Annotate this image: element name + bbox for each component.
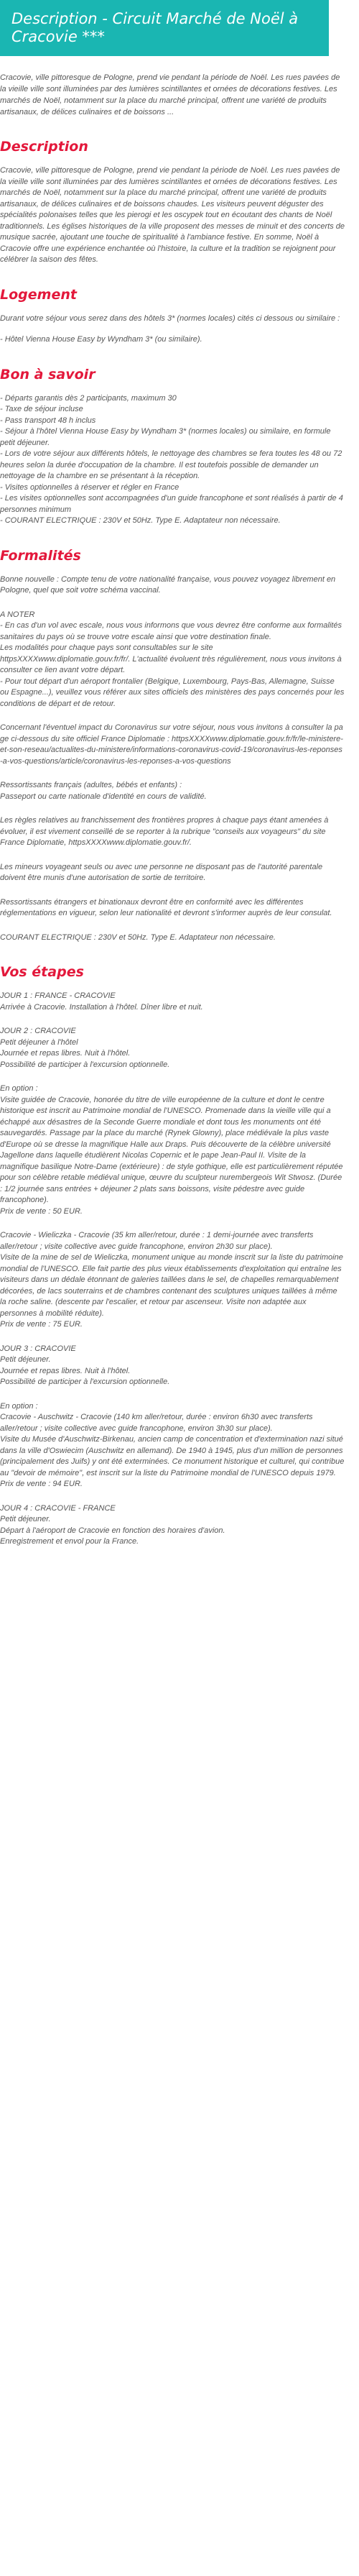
formalites-paragraph: Les mineurs voyageant seuls ou avec une personne ne disposant pas de l'autorité parentale doivent être munis d'une autorisation de sortie de territoire.: [0, 862, 323, 882]
logement-line: Durant votre séjour vous serez dans des hôtels 3* (normes locales) cités ci dessous ou similaire :: [0, 313, 340, 323]
formalites-paragraph: Ressortissants étrangers et binationaux devront être en conformité avec les différentes réglementations en vigueur, selon leur nationalité et devront s'informer auprès de leur consulat.: [0, 897, 332, 917]
section-logement: [0, 286, 345, 346]
description-banner: [0, 0, 329, 56]
description-text: Cracovie, ville pittoresque de Pologne, prend vie pendant la période de Noël. Les rues pavées de la vieille ville sont illuminées par des lumières scintillantes et ornées de décorations festives. Les marchés de Noël, notamment sur la place du marché principal, offrent une variété de produits artisanaux, de délices culinaires et de boissons chaudes. Les visiteurs peuvent déguster des spécialités polonaises telles que les pierogi et les oscypek tout en écoutant des chants de Noël traditionnels. Les églises historiques de la ville proposent des messes de minuit et des concerts de musique sacrée, ajoutant une touche de spiritualité à l'ambiance festive. En somme, Noël à Cracovie offre une expérience enchantée où l'histoire, la culture et la tradition se rejoignent pour célébrer la saison des fêtes.: [0, 166, 345, 264]
etape-paragraph: En option : Visite guidée de Cracovie, honorée du titre de ville européenne de la culture et dont le centre historique est inscrit au Patrimoine mondial de l'UNESCO. Promenade dans la vieille ville qui a échappé aux désastres de la Seconde Guerre mondiale et dont tous les monuments ont été sauvegardés. Passage par la place du marché (Rynek Glowny), place médiévale la plus vaste d'Europe où se dresse la magnifique Halle aux Draps. Puis découverte de la célèbre université Jagellone dans laquelle étudièrent Nicolas Copernic et le pape Jean-Paul II. Visite de la magnifique basilique Notre-Dame (extérieure) : de style gothique, elle est particulièrement réputée pour son célèbre retable médiéval unique, œuvre du sculpteur nurembergeois Wit Stwosz. (Durée : 1/2 journée sans entrées + déjeuner 2 plats sans boissons, visite pédestre avec guide francophone). Prix de vente : 50 EUR.: [0, 1084, 343, 1216]
list-item: - Les visites optionnelles sont accompagnées d'un guide francophone et sont réalisés à partir de 4 personnes minimum: [0, 494, 343, 514]
list-item: - Visites optionnelles à réserver et régler en France: [0, 482, 180, 492]
bon-a-savoir-list: [0, 393, 345, 527]
heading-bon-a-savoir: Bon à savoir: [0, 366, 95, 382]
etape-paragraph: Cracovie - Wieliczka - Cracovie (35 km aller/retour, durée : 1 demi-journée avec transferts aller/retour ; visite collective avec guide francophone, environ 2h30 sur place). Visite de la mine de sel de Wieliczka, monument unique au monde inscrit sur la liste du patrimoine mondial de l'UNESCO. Elle fait partie des plus vieux établissements d'exploitation qui entraîne les visiteurs dans un dédale étonnant de galeries taillées dans le sel, de chapelles remarquablement décorées, de lacs souterrains et de chambres contenant des sculptures uniques taillées à même la roche saline. (descente par l'escalier, et retour par ascenseur. Visite non adaptée aux personnes à mobilité réduite). Prix de vente : 75 EUR.: [0, 1231, 343, 1329]
formalites-paragraph: Concernant l'éventuel impact du Coronavirus sur votre séjour, nous vous invitons à consulter la page ci-dessous du site officiel France Diplomatie : httpsXXXXwww.diplomatie.gouv.fr/fr/le-ministere-et-son-reseau/actualites-du-ministere/informations-coronavirus-covid-19/coronavirus-les-reponses-a-vos-questions/article/coronavirus-les-reponses-a-vos-questions: [0, 723, 343, 766]
formalites-paragraph: COURANT ELECTRIQUE : 230V et 50Hz. Type E. Adaptateur non nécessaire.: [0, 932, 276, 942]
etape-paragraph: En option : Cracovie - Auschwitz - Cracovie (140 km aller/retour, durée : environ 6h30 avec transferts aller/retour ; visite collective avec guide francophone, environ 3h30 sur place). Visite du Musée d'Auschwitz-Birkenau, ancien camp de concentration et d'extermination nazi situé dans la ville d'Oswiecim (Auschwitz en allemand). De 1940 à 1945, plus d'un million de personnes (principalement des Juifs) y ont été exterminées. Ce monument historique et culturel, qui contribue au "devoir de mémoire", est inscrit sur la liste du Patrimoine mondial de l'UNESCO depuis 1979. Prix de vente : 94 EUR.: [0, 1401, 345, 1488]
section-formalites: [0, 547, 345, 944]
logement-hotel: - Hôtel Vienna House Easy by Wyndham 3* (ou similaire).: [0, 335, 202, 344]
formalites-paragraph: Ressortissants français (adultes, bébés et enfants) : Passeport ou carte nationale d'identité en cours de validité.: [0, 781, 207, 801]
formalites-paragraph: Les règles relatives au franchissement des frontières propres à chaque pays étant amenées à évoluer, il est vivement conseillé de se reporter à la rubrique "conseils aux voyageurs" du site France Diplomatie, httpsXXXXwww.diplomatie.gouv.fr/.: [0, 816, 329, 847]
etape-paragraph: JOUR 2 : CRACOVIE Petit déjeuner à l'hôtel Journée et repas libres. Nuit à l'hôtel. Possibilité de participer à l'excursion optionnelle.: [0, 1027, 170, 1069]
heading-logement: Logement: [0, 286, 77, 303]
list-item: - Pass transport 48 h inclus: [0, 416, 96, 425]
banner-title: Description - Circuit Marché de Noël à Cracovie ***: [11, 10, 299, 45]
list-item: - Lors de votre séjour aux différents hôtels, le nettoyage des chambres se fera toutes les 48 ou 72 heures selon la durée d'occupation de la chambre. Il est toutefois possible de demander un nettoyage de la chambre en se présentant à la réception.: [0, 449, 342, 480]
section-description: [0, 138, 345, 266]
etape-paragraph: JOUR 1 : FRANCE - CRACOVIE Arrivée à Cracovie. Installation à l'hôtel. Dîner libre et nuit.: [0, 991, 203, 1012]
list-item: - COURANT ELECTRIQUE : 230V et 50Hz. Type E. Adaptateur non nécessaire.: [0, 516, 281, 525]
section-etapes: [0, 963, 345, 1548]
heading-formalites: Formalités: [0, 547, 81, 564]
formalites-paragraph: A NOTER - En cas d'un vol avec escale, nous vous informons que vous devrez être conforme aux formalités sanitaires du pays où se trouve votre escale ainsi que votre destination finale. Les modalités pour chaque pays sont consultables sur le site httpsXXXXwww.diplomatie.gouv.fr/fr/. L'actualité évoluent très régulièrement, nous vous invitons à consulter ce lien avant votre départ. - Pour tout départ d'un aéroport frontalier (Belgique, Luxembourg, Pays-Bas, Allemagne, Suisse ou Espagne...), veuillez vous référer aux sites officiels des ministères des pays concernés pour les conditions de départ et de retour.: [0, 610, 345, 708]
heading-etapes: Vos étapes: [0, 964, 84, 980]
list-item: - Séjour à l'hôtel Vienna House Easy by Wyndham 3* (normes locales) ou similaire, en formule petit déjeuner.: [0, 427, 331, 447]
etape-paragraph: JOUR 4 : CRACOVIE - FRANCE Petit déjeuner. Départ à l'aéroport de Cracovie en fonction des horaires d'avion. Enregistrement et envol pour la France.: [0, 1503, 225, 1546]
list-item: - Taxe de séjour incluse: [0, 405, 83, 413]
heading-description: Description: [0, 139, 88, 155]
intro-text: Cracovie, ville pittoresque de Pologne, prend vie pendant la période de Noël. Les rues pavées de la vieille ville sont illuminées par des lumières scintillantes et ornées de décorations festives. Les marchés de Noël, notamment sur la place du marché principal, offrent une variété de produits artisanaux, de délices culinaires et de boissons ...: [0, 73, 340, 116]
section-bon-a-savoir: [0, 366, 345, 527]
etape-paragraph: JOUR 3 : CRACOVIE Petit déjeuner. Journée et repas libres. Nuit à l'hôtel. Possibilité de participer à l'excursion optionnelle.: [0, 1344, 170, 1386]
list-item: - Départs garantis dès 2 participants, maximum 30: [0, 393, 177, 403]
formalites-paragraph: Bonne nouvelle : Compte tenu de votre nationalité française, vous pouvez voyagez librement en Pologne, quel que soit votre schéma vaccinal.: [0, 574, 336, 595]
